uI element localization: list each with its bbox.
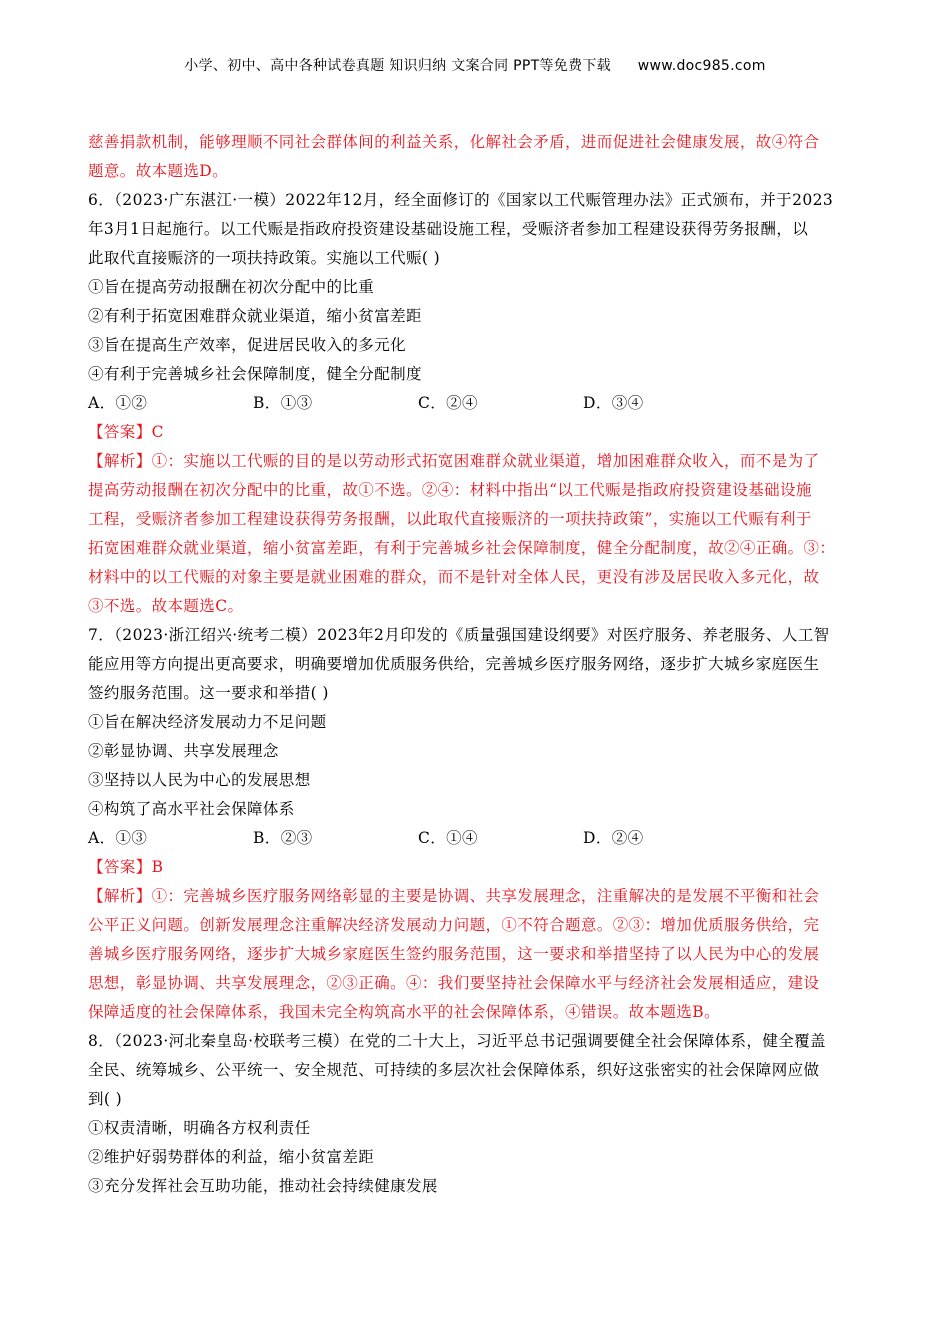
answer-key: 【答案】B xyxy=(88,858,164,876)
analysis-line: 思想，彰显协调、共享发展理念，②③正确。④：我们要坚持社会保障水平与经济社会发展相适应，建设 xyxy=(88,974,820,992)
analysis-line: 【解析】①：实施以工代赈的目的是以劳动形式拓宽困难群众就业渠道，增加困难群众收入，而不是为了 xyxy=(88,452,820,470)
answer-key: 【答案】C xyxy=(88,423,164,441)
analysis-line: 提高劳动报酬在初次分配中的比重，故①不选。②④：材料中指出“以工代赈是指政府投资建设基础设施 xyxy=(88,481,812,499)
option-c: C．①④ xyxy=(418,829,478,847)
header-site: www.doc985.com xyxy=(637,58,766,74)
header-text: 小学、初中、高中各种试卷真题 知识归纳 文案合同 PPT等免费下载 xyxy=(184,58,611,74)
analysis-line: 工程，受赈济者参加工程建设获得劳务报酬，以此取代直接赈济的一项扶持政策”，实施以工代赈有利于 xyxy=(88,510,812,528)
question-stem-line: 年3月1日起施行。以工代赈是指政府投资建设基础设施工程，受赈济者参加工程建设获得劳务报酬，以 xyxy=(88,220,809,238)
question-item: ①旨在提高劳动报酬在初次分配中的比重 xyxy=(88,278,375,296)
question-stem-line: 此取代直接赈济的一项扶持政策。实施以工代赈( ) xyxy=(88,249,441,267)
question-item: ③坚持以人民为中心的发展思想 xyxy=(88,771,311,789)
question-item: ②维护好弱势群体的利益，缩小贫富差距 xyxy=(88,1148,375,1166)
question-item: ④构筑了高水平社会保障体系 xyxy=(88,800,295,818)
option-d: D．③④ xyxy=(583,394,644,412)
document-body xyxy=(88,128,868,1201)
question-item: ②有利于拓宽困难群众就业渠道，缩小贫富差距 xyxy=(88,307,422,325)
question-item: ④有利于完善城乡社会保障制度，健全分配制度 xyxy=(88,365,422,383)
question-8 xyxy=(88,1027,868,1201)
question-stem-line: 全民、统筹城乡、公平统一、安全规范、可持续的多层次社会保障体系，织好这张密实的社会保障网应做 xyxy=(88,1061,820,1079)
question-stem-line: 到( ) xyxy=(88,1090,123,1108)
option-c: C．②④ xyxy=(418,394,478,412)
question-stem-line: 6．（2023·广东湛江·一模）2022年12月，经全面修订的《国家以工代赈管理办法》正式颁布，并于2023 xyxy=(88,191,834,209)
analysis-line: 拓宽困难群众就业渠道，缩小贫富差距，有利于完善城乡社会保障制度，健全分配制度，故②④正确。③： xyxy=(88,539,836,557)
analysis-line: 保障适度的社会保障体系，我国未完全构筑高水平的社会保障体系，④错误。故本题选B。 xyxy=(88,1003,720,1021)
answer-options xyxy=(88,389,868,418)
question-item: ①权责清晰，明确各方权利责任 xyxy=(88,1119,311,1137)
question-item: ③旨在提高生产效率，促进居民收入的多元化 xyxy=(88,336,407,354)
analysis-line: 善城乡医疗服务网络，逐步扩大城乡家庭医生签约服务范围，这一要求和举措坚持了以人民为中心的发展 xyxy=(88,945,820,963)
page-header xyxy=(0,55,950,75)
option-d: D．②④ xyxy=(583,829,644,847)
option-a: A．①③ xyxy=(88,829,148,847)
analysis-line: 公平正义问题。创新发展理念注重解决经济发展动力问题，①不符合题意。②③：增加优质服务供给，完 xyxy=(88,916,820,934)
option-b: B．②③ xyxy=(253,829,313,847)
question-item: ①旨在解决经济发展动力不足问题 xyxy=(88,713,327,731)
analysis-line: 材料中的以工代赈的对象主要是就业困难的群众，而不是针对全体人民，更没有涉及居民收入多元化，故 xyxy=(88,568,820,586)
question-stem-line: 8．（2023·河北秦皇岛·校联考三模）在党的二十大上，习近平总书记强调要健全社会保障体系，健全覆盖 xyxy=(88,1032,826,1050)
analysis-line: 【解析】①：完善城乡医疗服务网络彰显的主要是协调、共享发展理念，注重解决的是发展不平衡和社会 xyxy=(88,887,820,905)
intro-line: 题意。故本题选D。 xyxy=(88,162,229,180)
question-stem-line: 签约服务范围。这一要求和举措( ) xyxy=(88,684,329,702)
answer-options xyxy=(88,824,868,853)
question-6 xyxy=(88,186,868,621)
question-stem-line: 7．（2023·浙江绍兴·统考二模）2023年2月印发的《质量强国建设纲要》对医疗服务、养老服务、人工智 xyxy=(88,626,830,644)
question-item: ②彰显协调、共享发展理念 xyxy=(88,742,279,760)
question-item: ③充分发挥社会互助功能，推动社会持续健康发展 xyxy=(88,1177,438,1195)
option-b: B．①③ xyxy=(253,394,313,412)
option-a: A．①② xyxy=(88,394,148,412)
intro-line: 慈善捐款机制，能够理顺不同社会群体间的利益关系，化解社会矛盾，进而促进社会健康发展，故④符合 xyxy=(88,133,820,151)
analysis-line: ③不选。故本题选C。 xyxy=(88,597,244,615)
question-stem-line: 能应用等方向提出更高要求，明确要增加优质服务供给，完善城乡医疗服务网络，逐步扩大城乡家庭医生 xyxy=(88,655,820,673)
question-7 xyxy=(88,621,868,1027)
